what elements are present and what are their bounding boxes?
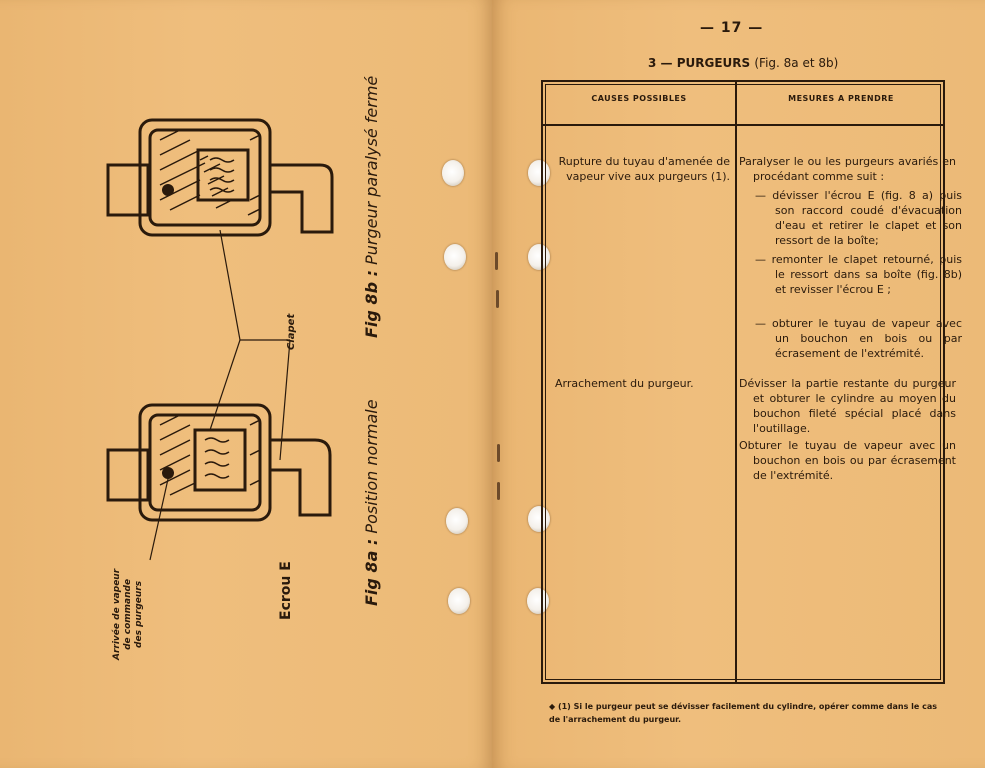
leader-lines — [130, 230, 310, 580]
footnote — [549, 700, 949, 726]
ecrou-label: Ecrou E — [278, 561, 294, 620]
figure-8b-label: Fig 8b : — [362, 270, 381, 338]
binding-stitch — [497, 482, 500, 500]
clapet-label: Clapet — [286, 313, 297, 350]
measure-2-b: Obturer le tuyau de vapeur avec un bouchon en bois ou par écrasement de l'extrémité. — [739, 439, 956, 482]
measure-1-intro: Paralyser le ou les purgeurs avariés en procédant comme suit : — [739, 155, 956, 183]
cause-1: Rupture du tuyau d'amenée de vapeur vive aux purgeurs (1). — [558, 155, 730, 183]
figure-8a-label: Fig 8a : — [362, 538, 381, 606]
binding-hole — [448, 588, 470, 614]
arrivee-label: Arrivée de vapeur de commande des purgeurs — [112, 568, 144, 660]
table-column-divider — [735, 82, 737, 682]
binding-hole — [444, 244, 466, 270]
figure-8b-text: Purgeur paralysé fermé — [362, 75, 381, 265]
measure-1-step-1: — dévisser l'écrou E (fig. 8 a) puis son raccord coudé d'évacuation d'eau et retirer le clapet et son ressort de la boîte; — [755, 189, 962, 247]
header-mesures: MESURES A PRENDRE — [788, 94, 894, 103]
measure-1-step-2: — remonter le clapet retourné, puis le ressort dans sa boîte (fig. 8b) et revisser l'écrou E ; — [755, 253, 962, 296]
section-subtitle: (Fig. 8a et 8b) — [754, 56, 839, 70]
table-header-divider — [543, 124, 943, 126]
figure-8a-text: Position normale — [362, 399, 381, 534]
page-number: — 17 — — [700, 20, 764, 36]
binding-stitch — [497, 444, 500, 462]
section-title — [648, 56, 838, 70]
section-number: 3 — — [648, 56, 673, 70]
header-causes: CAUSES POSSIBLES — [591, 94, 687, 103]
section-name: PURGEURS — [676, 56, 751, 70]
figure-8a-caption — [362, 399, 381, 606]
binding-stitch — [496, 290, 499, 308]
measure-2-a: Dévisser la partie restante du purgeur et obturer le cylindre au moyen du bouchon fileté spécial placé dans l'outillage. — [739, 377, 956, 435]
binding-hole — [442, 160, 464, 186]
figure-8b-drawing — [100, 110, 340, 250]
figure-8b-caption — [362, 76, 381, 338]
binding-hole — [446, 508, 468, 534]
binding-stitch — [495, 252, 498, 270]
measure-1-step-3: — obturer le tuyau de vapeur avec un bouchon en bois ou par écrasement de l'extrémité. — [755, 317, 962, 360]
diamond-icon: ◆ — [549, 702, 556, 711]
footnote-text: (1) Si le purgeur peut se dévisser facilement du cylindre, opérer comme dans le cas de l'arrachement du purgeur. — [549, 702, 937, 724]
cause-2: Arrachement du purgeur. — [555, 377, 694, 390]
